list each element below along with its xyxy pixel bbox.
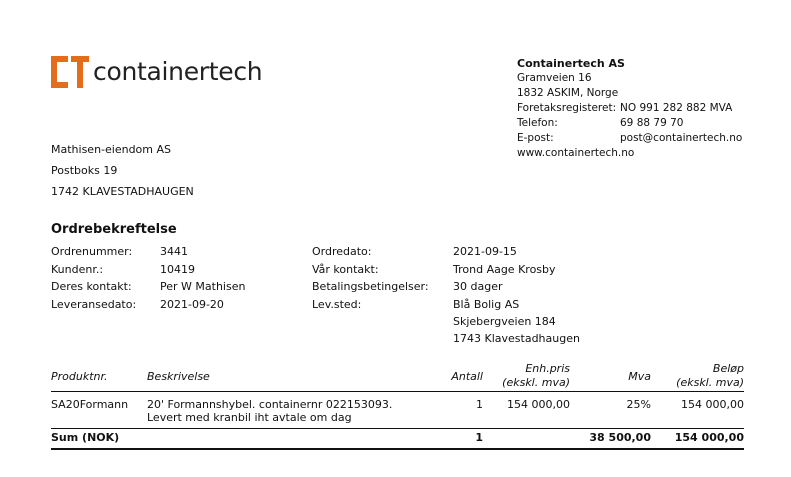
- header-amount-2: (ekskl. mva): [676, 376, 744, 389]
- contact-label: Deres kontakt:: [51, 280, 132, 293]
- company-name: Containertech AS: [517, 57, 625, 70]
- terms-value: 30 dager: [453, 280, 503, 293]
- document-title: Ordrebekreftelse: [51, 222, 177, 237]
- row-amount: 154 000,00: [681, 398, 744, 411]
- sum-vat: 38 500,00: [589, 431, 651, 444]
- header-qty: Antall: [451, 370, 483, 383]
- terms-label: Betalingsbetingelser:: [312, 280, 429, 293]
- phone-label: Telefon:: [517, 117, 558, 129]
- orgreg-label: Foretaksregisteret:: [517, 102, 617, 114]
- header-divider: [51, 391, 744, 392]
- place-line1: Blå Bolig AS: [453, 298, 520, 311]
- recipient-address: [51, 139, 194, 202]
- company-phone: [517, 116, 742, 131]
- contact-value: Per W Mathisen: [160, 280, 246, 293]
- ordernr-label: Ordrenummer:: [51, 245, 133, 258]
- company-city: 1832 ASKIM, Norge: [517, 87, 619, 99]
- orderdate-label: Ordredato:: [312, 245, 372, 258]
- row-description-line2: Levert med kranbil iht avtale om dag: [147, 411, 352, 424]
- company-website: www.containertech.no: [517, 147, 635, 159]
- ordernr-value: 3441: [160, 245, 188, 258]
- row-vat: 25%: [626, 398, 651, 411]
- row-description-line1: 20' Formannshybel. containernr 022153093.: [147, 398, 393, 411]
- phone-value: 69 88 79 70: [620, 117, 684, 129]
- company-logo: [51, 56, 262, 88]
- rows-divider: [51, 428, 744, 429]
- header-amount-1: Beløp: [712, 362, 744, 375]
- orgreg-value: NO 991 282 882 MVA: [620, 102, 733, 114]
- row-unit-price: 154 000,00: [507, 398, 570, 411]
- sum-amount: 154 000,00: [674, 431, 744, 444]
- delivery-label: Leveransedato:: [51, 298, 137, 311]
- row-product: SA20Formann: [51, 398, 129, 411]
- place-label: Lev.sted:: [312, 298, 362, 311]
- sum-underline: [51, 448, 744, 450]
- orderdate-value: 2021-09-15: [453, 245, 517, 258]
- sum-label: Sum (NOK): [51, 431, 120, 444]
- ourcontact-label: Vår kontakt:: [312, 263, 379, 276]
- company-info: [517, 56, 742, 161]
- header-description: Beskrivelse: [147, 370, 210, 383]
- logo-wordmark: containertech: [93, 57, 263, 86]
- sum-qty: 1: [475, 431, 483, 444]
- customer-label: Kundenr.:: [51, 263, 104, 276]
- recipient-city: 1742 KLAVESTADHAUGEN: [51, 185, 194, 198]
- ourcontact-value: Trond Aage Krosby: [453, 263, 556, 276]
- header-vat: Mva: [628, 370, 651, 383]
- header-unit-price-1: Enh.pris: [525, 362, 570, 375]
- email-label: E-post:: [517, 132, 554, 144]
- recipient-street: Postboks 19: [51, 164, 118, 177]
- delivery-value: 2021-09-20: [160, 298, 224, 311]
- header-product: Produktnr.: [51, 370, 108, 383]
- header-unit-price-2: (ekskl. mva): [502, 376, 570, 389]
- place-line3: 1743 Klavestadhaugen: [453, 332, 580, 345]
- recipient-name: Mathisen-eiendom AS: [51, 143, 172, 156]
- table-header: [51, 361, 744, 391]
- email-value: post@containertech.no: [620, 132, 743, 144]
- containertech-logo-icon: [51, 56, 89, 88]
- customer-value: 10419: [160, 263, 195, 276]
- company-orgreg: [517, 101, 742, 116]
- place-line2: Skjebergveien 184: [453, 315, 556, 328]
- company-email: [517, 131, 742, 146]
- company-street: Gramveien 16: [517, 72, 592, 84]
- row-qty: 1: [476, 398, 483, 411]
